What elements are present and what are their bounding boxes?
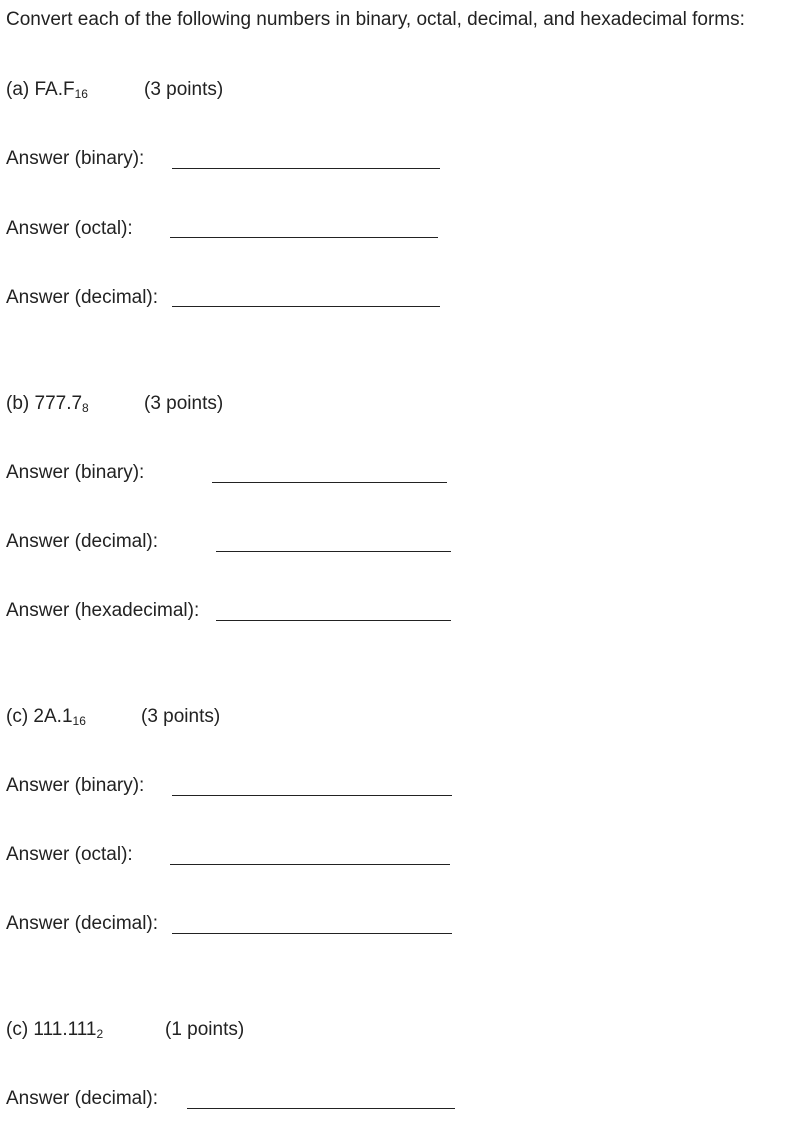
answer-label: Answer (hexadecimal): [6,600,200,621]
question-d-number: (c) 111.111 [6,1019,97,1040]
answer-blank-octal[interactable] [170,864,450,865]
question-c-number: (c) 2A.1 [6,706,73,727]
question-c-points: (3 points) [141,706,221,727]
answer-label: Answer (octal): [6,218,133,239]
question-a-number: (a) FA.F [6,79,75,100]
question-b-base: 8 [82,401,89,415]
answer-label: Answer (binary): [6,462,145,483]
question-a-label [6,78,88,102]
answer-blank-binary[interactable] [212,482,447,483]
answer-blank-binary[interactable] [172,168,440,169]
answer-label: Answer (decimal): [6,913,159,934]
question-a-base: 16 [74,87,88,101]
answer-blank-binary[interactable] [172,795,452,796]
answer-blank-decimal[interactable] [216,551,451,552]
question-c-label [6,705,86,729]
question-d-base: 2 [96,1027,104,1041]
question-b-number: (b) 777.7 [6,393,83,414]
answer-blank-decimal[interactable] [187,1108,455,1109]
answer-label: Answer (decimal): [6,531,159,552]
question-d-points: (1 points) [165,1019,245,1040]
answer-blank-decimal[interactable] [172,933,452,934]
answer-label: Answer (binary): [6,775,145,796]
answer-label: Answer (decimal): [6,287,159,308]
answer-label: Answer (binary): [6,148,145,169]
answer-blank-octal[interactable] [170,237,438,238]
question-a-points: (3 points) [144,79,224,100]
question-d-label [6,1018,103,1042]
question-b-label [6,392,89,416]
question-c-base: 16 [72,714,86,728]
answer-blank-decimal[interactable] [172,306,440,307]
answer-label: Answer (octal): [6,844,133,865]
answer-blank-hexadecimal[interactable] [216,620,451,621]
question-b-points: (3 points) [144,393,224,414]
instructions: Convert each of the following numbers in binary, octal, decimal, and hexadecimal forms: [6,9,745,30]
answer-label: Answer (decimal): [6,1088,159,1109]
